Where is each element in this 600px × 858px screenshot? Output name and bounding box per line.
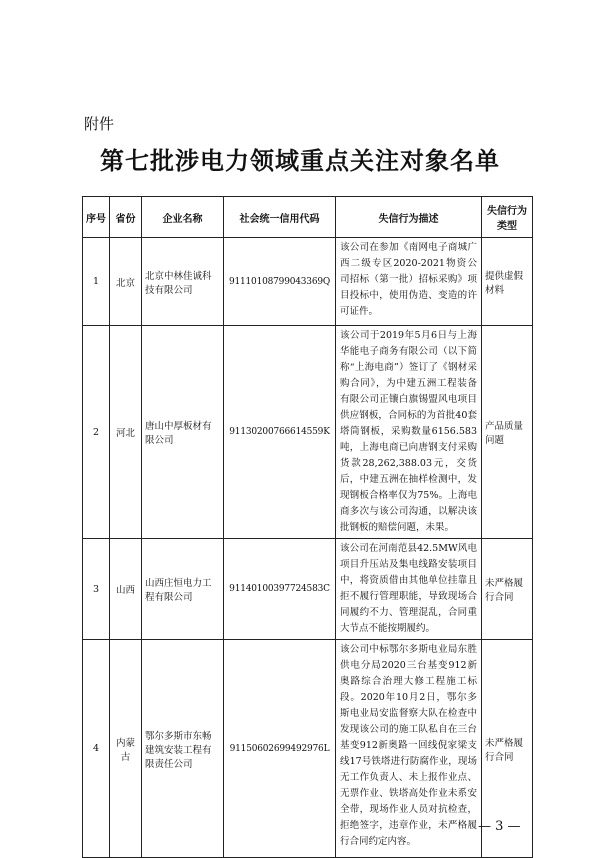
row-description: 该公司在河南范县42.5MW风电项目升压站及集电线路安装项目中，将资质借由其他单位挂靠且拒不履行管理职能，导致现场合同履约不力、管理混乱，合同重大节点不能按期履约。 [336, 539, 482, 640]
row-company: 鄂尔多斯市东畅建筑安装工程有限责任公司 [142, 640, 224, 858]
attachment-label: 附件 [84, 115, 115, 133]
row-type: 提供虚假材料 [482, 238, 533, 326]
header-credit-code: 社会统一信用代码 [224, 197, 336, 238]
table-row [83, 539, 533, 640]
header-description: 失信行为描述 [336, 197, 482, 238]
row-no: 4 [83, 640, 110, 858]
document-title: 第七批涉电力领域重点关注对象名单 [100, 146, 500, 175]
row-province: 河北 [110, 326, 142, 539]
row-description: 该公司中标鄂尔多斯电业局东胜供电分局2020三台基变912新奥路综合治理大修工程施工标段。2020年10月2日，鄂尔多斯电业局安监督察大队在检查中发现该公司的施工队私自在三台基变912新奥路一回线倪家梁支线17号铁塔进行防腐作业，现场无工作负责人、未上报作业点、无票作业、铁塔高处作业未系安全带，现场作业人员对抗检查，拒绝签字，违章作业，未严格履行合同约定内容。 [336, 640, 482, 858]
row-no: 3 [83, 539, 110, 640]
row-no: 2 [83, 326, 110, 539]
table-row [83, 640, 533, 858]
table-header-row [83, 197, 533, 238]
row-province: 北京 [110, 238, 142, 326]
row-type: 产品质量问题 [482, 326, 533, 539]
row-company: 山西庄恒电力工程有限公司 [142, 539, 224, 640]
row-type: 未严格履行合同 [482, 539, 533, 640]
row-credit-code: 91130200766614559K [224, 326, 336, 539]
row-company: 北京中林佳诚科技有限公司 [142, 238, 224, 326]
row-credit-code: 91150602699492976L [224, 640, 336, 858]
row-description: 该公司在参加《南网电子商城广西二级专区2020-2021物资公司招标（第一批）招标采购》项目投标中，使用伪造、变造的许可证件。 [336, 238, 482, 326]
table-row [83, 238, 533, 326]
header-type: 失信行为类型 [482, 197, 533, 238]
header-no: 序号 [83, 197, 110, 238]
focus-list-table [82, 196, 533, 858]
row-no: 1 [83, 238, 110, 326]
table-row [83, 326, 533, 539]
header-province: 省份 [110, 197, 142, 238]
row-credit-code: 91110108799043369Q [224, 238, 336, 326]
row-description: 该公司于2019年5月6日与上海华能电子商务有限公司（以下简称“上海电商”）签订了《钢材采购合同》，为中建五洲工程装备有限公司正镶白旗锡盟风电项目供应钢板，合同标的为首批40套塔筒钢板，采购数量6156.583吨，上海电商已向唐钢支付采购货款28,262,388.03元，交货后，中建五洲在抽样检测中，发现钢板合格率仅为75%。上海电商多次与该公司沟通，以解决该批钢板的赔偿问题，未果。 [336, 326, 482, 539]
row-company: 唐山中厚板材有限公司 [142, 326, 224, 539]
row-type: 未严格履行合同 [482, 640, 533, 858]
row-province: 内蒙古 [110, 640, 142, 858]
row-province: 山西 [110, 539, 142, 640]
header-company: 企业名称 [142, 197, 224, 238]
page-number: — 3 — [478, 819, 521, 834]
row-credit-code: 91140100397724583C [224, 539, 336, 640]
